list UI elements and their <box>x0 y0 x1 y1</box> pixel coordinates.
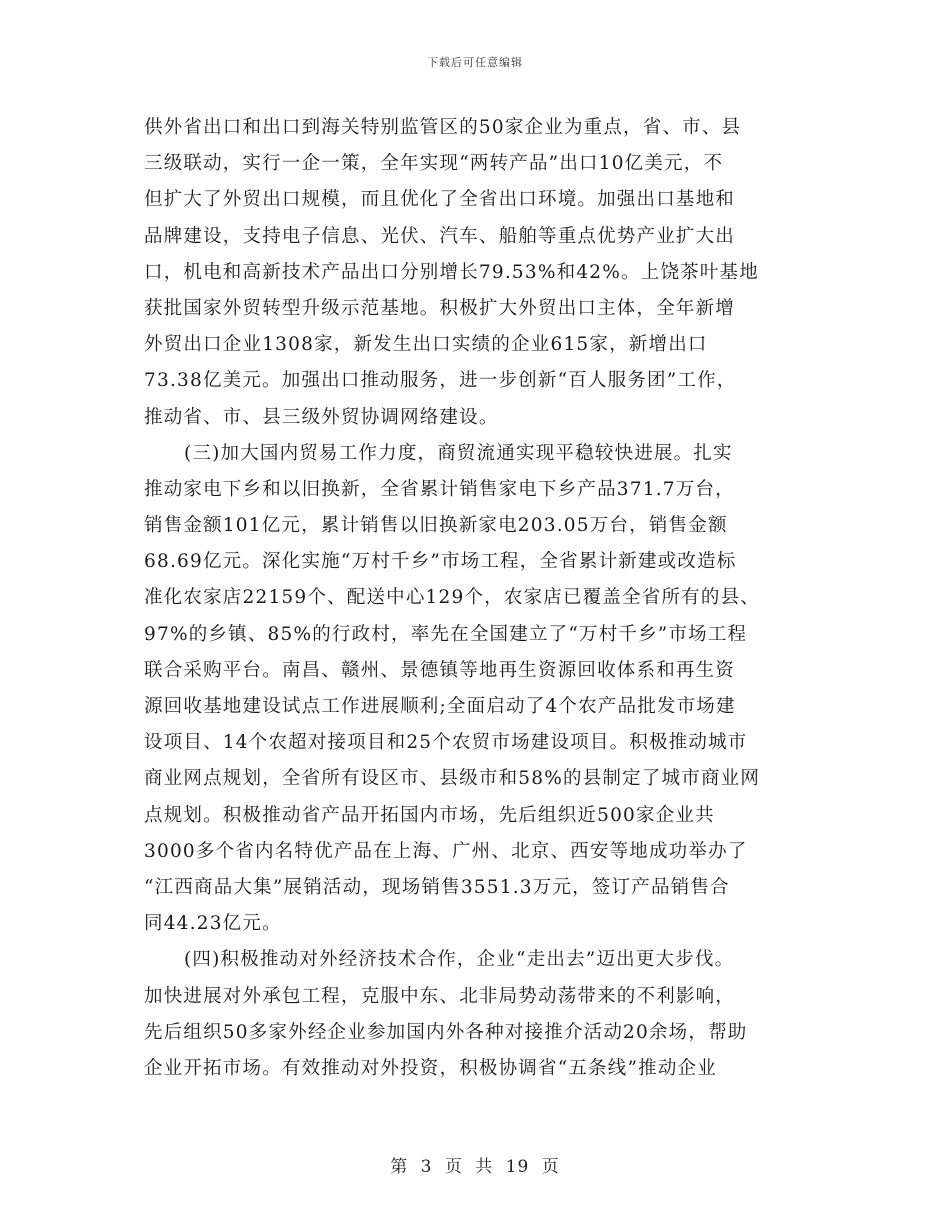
text-line: 准化农家店22159个、配送中心129个，农家店已覆盖全省所有的县、 <box>144 587 760 609</box>
text-line: 加快进展对外承包工程，克服中东、北非局势动荡带来的不利影响， <box>144 985 736 1007</box>
text-line: 联合采购平台。南昌、赣州、景德镇等地再生资源回收体系和再生资 <box>144 659 736 681</box>
text-line: 97%的乡镇、85%的行政村，率先在全国建立了“万村千乡”市场工程 <box>144 623 748 645</box>
text-line: 推动家电下乡和以旧换新，全省累计销售家电下乡产品371.7万台， <box>144 478 735 500</box>
text-line: 销售金额101亿元，累计销售以旧换新家电203.05万台，销售金额 <box>144 515 728 537</box>
text-line: 先后组织50多家外经企业参加国内外各种对接推介活动20余场，帮助 <box>144 1021 748 1043</box>
text-line: 口，机电和高新技术产品出口分别增长79.53%和42%。上饶茶叶基地 <box>144 261 759 283</box>
text-line: 3000多个省内名特优产品在上海、广州、北京、西安等地成功举办了 <box>144 840 748 862</box>
text-line: (四)积极推动对外经济技术合作，企业“走出去”迈出更大步伐。 <box>184 949 735 971</box>
page-number-footer: 第 3 页 共 19 页 <box>390 1157 560 1177</box>
text-line: 三级联动，实行一企一策，全年实现“两转产品”出口10亿美元，不 <box>144 153 724 175</box>
document-body <box>144 110 808 1087</box>
text-line: 但扩大了外贸出口规模，而且优化了全省出口环境。加强出口基地和 <box>144 189 736 211</box>
page-header: 下载后可任意编辑 <box>427 56 523 69</box>
text-line: 推动省、市、县三级外贸协调网络建设。 <box>144 406 499 428</box>
text-line: 外贸出口企业1308家，新发生出口实绩的企业615家，新增出口 <box>144 334 708 356</box>
text-line: 源回收基地建设试点工作进展顺利;全面启动了4个农产品批发市场建 <box>144 696 736 717</box>
text-line: 品牌建设，支持电子信息、光伏、汽车、船舶等重点优势产业扩大出 <box>144 225 736 247</box>
text-line: (三)加大国内贸易工作力度，商贸流通实现平稳较快进展。扎实 <box>184 442 733 464</box>
text-line: 设项目、14个农超对接项目和25个农贸市场建设项目。积极推动城市 <box>144 732 748 754</box>
text-line: “江西商品大集”展销活动，现场销售3551.3万元，签订产品销售合 <box>144 876 730 898</box>
text-line: 68.69亿元。深化实施“万村千乡”市场工程，全省累计新建或改造标 <box>144 551 737 573</box>
paragraph-foreign-cooperation <box>144 942 808 1087</box>
text-line: 73.38亿美元。加强出口推动服务，进一步创新“百人服务团”工作， <box>144 370 737 392</box>
paragraph-domestic-trade <box>144 436 808 943</box>
paragraph-export <box>144 110 808 436</box>
text-line: 点规划。积极推动省产品开拓国内市场，先后组织近500家企业共 <box>144 804 715 826</box>
text-line: 供外省出口和出口到海关特别监管区的50家企业为重点，省、市、县 <box>144 117 742 138</box>
text-line: 企业开拓市场。有效推动对外投资，积极协调省“五条线”推动企业 <box>144 1057 717 1079</box>
text-line: 同44.23亿元。 <box>144 913 282 935</box>
text-line: 商业网点规划，全省所有设区市、县级市和58%的县制定了城市商业网 <box>144 768 761 790</box>
text-line: 获批国家外贸转型升级示范基地。积极扩大外贸出口主体，全年新增 <box>144 297 736 319</box>
